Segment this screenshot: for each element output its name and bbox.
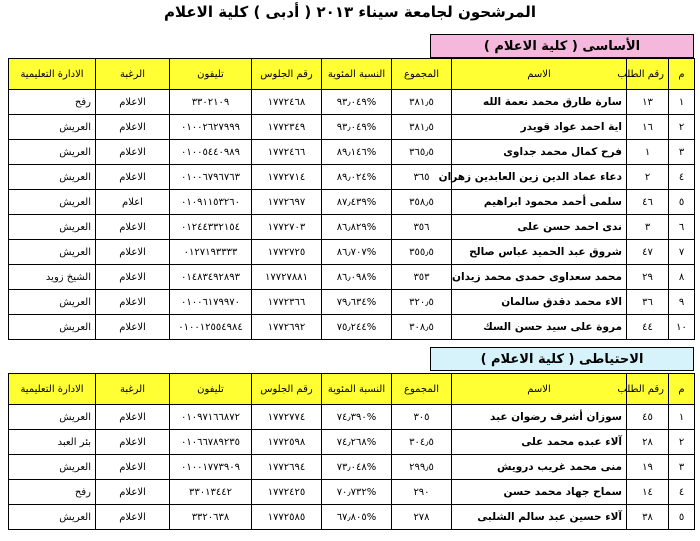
percentage-cell: %٧٣٫٠٤٨ (322, 455, 392, 480)
percentage-cell: %٨٧٫٤٣٩ (322, 190, 392, 215)
seat-number-cell: ١٧٧٢٤٢٥ (252, 480, 322, 505)
seat-number-cell: ١٧٧٢٧٠٣ (252, 215, 322, 240)
student-name-cell: دعاء عماد الدين زين العابدين زهران (452, 165, 627, 190)
student-name-cell: سوزان أشرف رضوان عبد (452, 405, 627, 430)
preference-cell: الاعلام (96, 265, 170, 290)
percentage-cell: %٧٥٫٢٤٤ (322, 315, 392, 340)
seat-number-cell: ١٧٧٢٧٢٥ (252, 240, 322, 265)
educational-administration-cell: العريش (9, 115, 96, 140)
phone-number-cell: ٠١٠٠١٢٥٥٤٩٨٤ (170, 315, 252, 340)
student-name-cell: آلاء عبده محمد على (452, 430, 627, 455)
educational-administration-cell: العريش (9, 315, 96, 340)
header-phone: تليفون (170, 374, 252, 405)
seat-number-cell: ١٧٧٢٣٤٩ (252, 115, 322, 140)
table-row (9, 90, 695, 115)
educational-administration-cell: العريش (9, 290, 96, 315)
phone-number-cell: ٠١٠٩١١٥٣٢٦٠ (170, 190, 252, 215)
request-number-cell: ١ (627, 140, 669, 165)
request-number-cell: ٣ (627, 215, 669, 240)
percentage-cell: %٦٧٫٨٠٥ (322, 505, 392, 530)
request-number-cell: ٤٤ (627, 315, 669, 340)
educational-administration-cell: بئر العبد (9, 430, 96, 455)
total-score-cell: ٢٩٠ (392, 480, 452, 505)
request-number-cell: ١٣ (627, 90, 669, 115)
header-total: المجموع (392, 374, 452, 405)
educational-administration-cell: رفح (9, 90, 96, 115)
phone-number-cell: ٣٣٠٢١٠٩ (170, 90, 252, 115)
total-score-cell: ٣٠٤٫٥ (392, 430, 452, 455)
request-number-cell: ٤٧ (627, 240, 669, 265)
percentage-cell: %٩٣٫٠٤٩ (322, 115, 392, 140)
table-row (9, 290, 695, 315)
total-score-cell: ٣٨١٫٥ (392, 90, 452, 115)
preference-cell: الاعلام (96, 140, 170, 165)
row-index-cell: ٢ (669, 430, 695, 455)
total-score-cell: ٣٥٣ (392, 265, 452, 290)
preference-cell: اعلام (96, 190, 170, 215)
percentage-cell: %٨٦٫٧٠٧ (322, 240, 392, 265)
student-name-cell: سلمى أحمد محمود ابراهيم (452, 190, 627, 215)
preference-cell: الاعلام (96, 455, 170, 480)
request-number-cell: ١٤ (627, 480, 669, 505)
student-name-cell: مروة على سيد حسن السك (452, 315, 627, 340)
preference-cell: الاعلام (96, 480, 170, 505)
request-number-cell: ١٩ (627, 455, 669, 480)
table-row (9, 140, 695, 165)
seat-number-cell: ١٧٧٢٣٦٦ (252, 290, 322, 315)
header-idx: م (669, 374, 695, 405)
row-index-cell: ٥ (669, 190, 695, 215)
seat-number-cell: ١٧٧٢٥٨٥ (252, 505, 322, 530)
total-score-cell: ٣٢٠٫٥ (392, 290, 452, 315)
percentage-cell: %٧٤٫٣٩٠ (322, 405, 392, 430)
header-percentage: النسبة المئوية (322, 59, 392, 90)
percentage-cell: %٧٤٫٢٦٨ (322, 430, 392, 455)
percentage-cell: %٧٠٫٧٣٢ (322, 480, 392, 505)
total-score-cell: ٢٩٩٫٥ (392, 455, 452, 480)
preference-cell: الاعلام (96, 505, 170, 530)
request-number-cell: ٢٩ (627, 265, 669, 290)
row-index-cell: ١ (669, 405, 695, 430)
educational-administration-cell: العريش (9, 165, 96, 190)
percentage-cell: %٨٩٫١٤٦ (322, 140, 392, 165)
student-name-cell: منى محمد غريب درويش (452, 455, 627, 480)
educational-administration-cell: العريش (9, 215, 96, 240)
total-score-cell: ٣٦٥ (392, 165, 452, 190)
preference-cell: الاعلام (96, 165, 170, 190)
preference-cell: الاعلام (96, 315, 170, 340)
request-number-cell: ٢ (627, 165, 669, 190)
header-seat-no: رقم الجلوس (252, 374, 322, 405)
main-section-label: الأساسى ( كلية الاعلام ) (430, 34, 694, 58)
page-title: المرشحون لجامعة سيناء ٢٠١٣ ( أدبى ) كلية الاعلام (164, 3, 536, 21)
student-name-cell: ندى احمد حسن على (452, 215, 627, 240)
phone-number-cell: ٠١٠٠٢٦٢٧٩٩٩ (170, 115, 252, 140)
request-number-cell: ١٦ (627, 115, 669, 140)
seat-number-cell: ١٧٧٢٦٩٧ (252, 190, 322, 215)
percentage-cell: %٨٩٫٠٢٤ (322, 165, 392, 190)
seat-number-cell: ١٧٧٢٧٧٤ (252, 405, 322, 430)
educational-administration-cell: العريش (9, 140, 96, 165)
table-row (9, 240, 695, 265)
row-index-cell: ٤ (669, 480, 695, 505)
phone-number-cell: ٠١٢٧١٩٣٣٣٣ (170, 240, 252, 265)
seat-number-cell: ١٧٧٢٧١٤ (252, 165, 322, 190)
percentage-cell: %٨٦٫٠٩٨ (322, 265, 392, 290)
row-index-cell: ٩ (669, 290, 695, 315)
header-idx: م (669, 59, 695, 90)
table-row (9, 405, 695, 430)
request-number-cell: ٤٦ (627, 190, 669, 215)
educational-administration-cell: العريش (9, 405, 96, 430)
student-name-cell: اية احمد عواد قويدر (452, 115, 627, 140)
table-row (9, 455, 695, 480)
row-index-cell: ١٠ (669, 315, 695, 340)
header-preference: الرغبة (96, 374, 170, 405)
row-index-cell: ٦ (669, 215, 695, 240)
phone-number-cell: ٠١٠٩٧١٦٦٨٧٢ (170, 405, 252, 430)
header-admin: الادارة التعليمية (9, 374, 96, 405)
total-score-cell: ٣٥٨٫٥ (392, 190, 452, 215)
total-score-cell: ٣٥٥٫٥ (392, 240, 452, 265)
header-admin: الادارة التعليمية (9, 59, 96, 90)
row-index-cell: ١ (669, 90, 695, 115)
preference-cell: الاعلام (96, 115, 170, 140)
seat-number-cell: ١٧٧٢٦٩٢ (252, 315, 322, 340)
header-name: الاسم (452, 59, 627, 90)
phone-number-cell: ٣٣٠١٣٤٤٢ (170, 480, 252, 505)
header-phone: تليفون (170, 59, 252, 90)
preference-cell: الاعلام (96, 215, 170, 240)
preference-cell: الاعلام (96, 90, 170, 115)
phone-number-cell: ٣٣٢٠٦٣٨ (170, 505, 252, 530)
student-name-cell: الاء محمد دقدق سالمان (452, 290, 627, 315)
phone-number-cell: ٠١٠٠٦٧٩٦٧٦٣ (170, 165, 252, 190)
seat-number-cell: ١٧٧٢٦٩٤ (252, 455, 322, 480)
table-row (9, 315, 695, 340)
preference-cell: الاعلام (96, 405, 170, 430)
educational-administration-cell: العريش (9, 190, 96, 215)
student-name-cell: شروق عبد الحميد عباس صالح (452, 240, 627, 265)
seat-number-cell: ١٧٧٢٧٨٨١ (252, 265, 322, 290)
total-score-cell: ٣٨١٫٥ (392, 115, 452, 140)
row-index-cell: ٣ (669, 455, 695, 480)
student-name-cell: سماح جهاد محمد حسن (452, 480, 627, 505)
phone-number-cell: ٠١٢٤٤٣٣٢١٥٤ (170, 215, 252, 240)
main-candidates-table (8, 58, 695, 340)
main-table-header (9, 59, 695, 90)
table-row (9, 190, 695, 215)
request-number-cell: ٤٥ (627, 405, 669, 430)
preference-cell: الاعلام (96, 430, 170, 455)
request-number-cell: ٣٨ (627, 505, 669, 530)
reserve-candidates-table (8, 373, 695, 530)
educational-administration-cell: العريش (9, 240, 96, 265)
total-score-cell: ٣٠٥ (392, 405, 452, 430)
table-row (9, 480, 695, 505)
student-name-cell: آلاء حسين عبد سالم الشلبى (452, 505, 627, 530)
educational-administration-cell: رفح (9, 480, 96, 505)
header-request-no: رقم الطلب (627, 374, 669, 405)
request-number-cell: ٢٨ (627, 430, 669, 455)
educational-administration-cell: العريش (9, 455, 96, 480)
table-row (9, 115, 695, 140)
phone-number-cell: ٠١٠٠٦١٧٩٩٧٠ (170, 290, 252, 315)
header-request-no: رقم الطلب (627, 59, 669, 90)
row-index-cell: ٧ (669, 240, 695, 265)
header-preference: الرغبة (96, 59, 170, 90)
phone-number-cell: ٠١٠٦٦٧٨٩٢٣٥ (170, 430, 252, 455)
total-score-cell: ٣٠٨٫٥ (392, 315, 452, 340)
header-seat-no: رقم الجلوس (252, 59, 322, 90)
preference-cell: الاعلام (96, 240, 170, 265)
table-row (9, 215, 695, 240)
student-name-cell: سارة طارق محمد نعمة الله (452, 90, 627, 115)
reserve-section-label: الاحتياطى ( كلية الاعلام ) (430, 347, 694, 371)
phone-number-cell: ٠١٠٠١٧٧٣٩٠٩ (170, 455, 252, 480)
table-row (9, 265, 695, 290)
seat-number-cell: ١٧٧٢٤٦٨ (252, 90, 322, 115)
total-score-cell: ٣٦٥٫٥ (392, 140, 452, 165)
percentage-cell: %٩٣٫٠٤٩ (322, 90, 392, 115)
request-number-cell: ٣٦ (627, 290, 669, 315)
educational-administration-cell: الشيخ زويد (9, 265, 96, 290)
phone-number-cell: ٠١٠٠٥٤٤٠٩٨٩ (170, 140, 252, 165)
student-name-cell: فرح كمال محمد جداوى (452, 140, 627, 165)
preference-cell: الاعلام (96, 290, 170, 315)
header-name: الاسم (452, 374, 627, 405)
phone-number-cell: ٠١٤٨٣٤٩٢٨٩٣ (170, 265, 252, 290)
seat-number-cell: ١٧٧٢٥٩٨ (252, 430, 322, 455)
table-row (9, 430, 695, 455)
educational-administration-cell: العريش (9, 505, 96, 530)
row-index-cell: ٤ (669, 165, 695, 190)
row-index-cell: ٢ (669, 115, 695, 140)
main-table-body (9, 90, 695, 340)
reserve-table-header (9, 374, 695, 405)
total-score-cell: ٣٥٦ (392, 215, 452, 240)
seat-number-cell: ١٧٧٢٤٦٦ (252, 140, 322, 165)
table-row (9, 505, 695, 530)
reserve-table-body (9, 405, 695, 530)
row-index-cell: ٣ (669, 140, 695, 165)
table-row (9, 165, 695, 190)
percentage-cell: %٧٩٫٦٣٤ (322, 290, 392, 315)
student-name-cell: محمد سعداوى حمدى محمد زيدان (452, 265, 627, 290)
header-percentage: النسبة المئوية (322, 374, 392, 405)
percentage-cell: %٨٦٫٨٢٩ (322, 215, 392, 240)
total-score-cell: ٢٧٨ (392, 505, 452, 530)
row-index-cell: ٥ (669, 505, 695, 530)
row-index-cell: ٨ (669, 265, 695, 290)
header-total: المجموع (392, 59, 452, 90)
